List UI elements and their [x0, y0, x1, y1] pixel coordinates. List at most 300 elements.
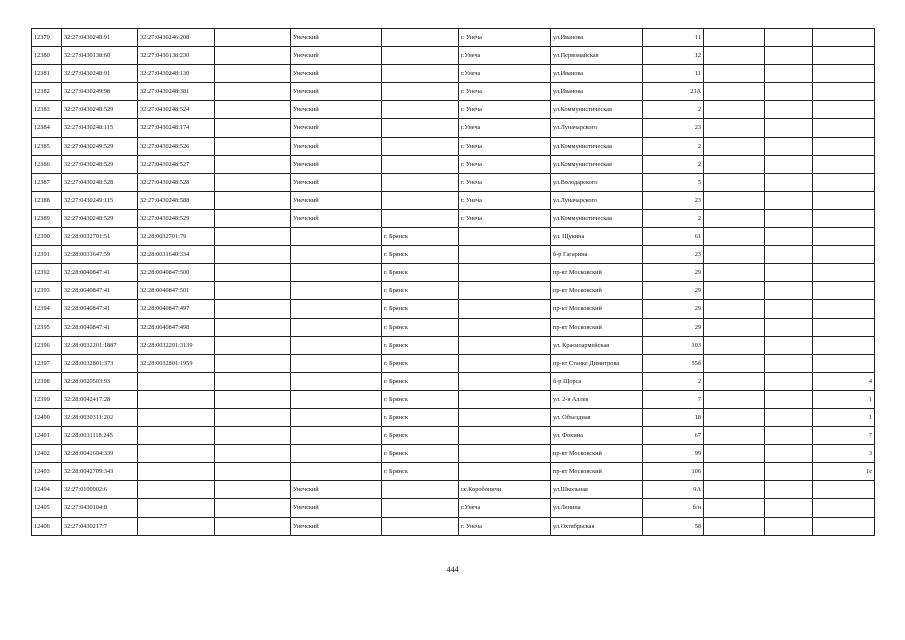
table-cell: [215, 29, 291, 47]
table-cell: [704, 318, 765, 336]
table-cell: [138, 463, 215, 481]
table-cell: ул. 2-я Аллея: [551, 390, 643, 408]
table-cell: 32:27:0100902:6: [62, 481, 138, 499]
table-cell: 1: [813, 408, 875, 426]
table-cell: [291, 282, 382, 300]
table-row: [32, 83, 875, 101]
table-cell: [382, 47, 459, 65]
table-cell: [704, 101, 765, 119]
table-cell: 12388: [32, 191, 62, 209]
table-cell: [215, 354, 291, 372]
table-cell: [459, 246, 551, 264]
table-cell: [459, 408, 551, 426]
table-cell: 32:28:0040847:41: [62, 300, 138, 318]
table-cell: [813, 336, 875, 354]
table-cell: [291, 264, 382, 282]
table-cell: г. Брянск: [382, 300, 459, 318]
table-cell: 32:27:0430249:529: [62, 137, 138, 155]
table-cell: [704, 228, 765, 246]
table-cell: Унечский: [291, 119, 382, 137]
table-cell: [704, 191, 765, 209]
table-cell: 32:28:0040847:41: [62, 282, 138, 300]
table-cell: г. Брянск: [382, 463, 459, 481]
table-cell: [291, 463, 382, 481]
table-cell: 12380: [32, 47, 62, 65]
table-cell: 32:28:0040847:41: [62, 264, 138, 282]
table-cell: ул.Первомайская: [551, 47, 643, 65]
table-cell: 12382: [32, 83, 62, 101]
table-cell: [382, 101, 459, 119]
table-cell: [215, 101, 291, 119]
table-cell: [215, 390, 291, 408]
table-cell: 2: [643, 372, 704, 390]
table-cell: [291, 372, 382, 390]
table-cell: [765, 101, 813, 119]
table-cell: г. Брянск: [382, 354, 459, 372]
table-cell: 32:27:0430249:115: [62, 191, 138, 209]
table-cell: [215, 246, 291, 264]
table-cell: 32:27:0430248:528: [138, 173, 215, 191]
table-cell: 12401: [32, 427, 62, 445]
table-cell: [765, 445, 813, 463]
table-cell: [138, 445, 215, 463]
table-cell: 32:27:0430248:174: [138, 119, 215, 137]
table-cell: 12394: [32, 300, 62, 318]
table-cell: [704, 481, 765, 499]
table-cell: 32:28:0031647:59: [62, 246, 138, 264]
table-cell: г.Унеча: [459, 499, 551, 517]
table-row: [32, 372, 875, 390]
table-cell: 32:27:0430248:91: [62, 65, 138, 83]
table-cell: [215, 336, 291, 354]
table-cell: 32:27:0430248:588: [138, 191, 215, 209]
table-row: [32, 65, 875, 83]
table-cell: 2: [643, 155, 704, 173]
table-cell: [215, 408, 291, 426]
table-row: [32, 481, 875, 499]
table-cell: г.Унеча: [459, 47, 551, 65]
table-cell: 12391: [32, 246, 62, 264]
table-cell: б/н: [643, 499, 704, 517]
table-cell: пр-кт Станке Димитрова: [551, 354, 643, 372]
table-cell: [813, 173, 875, 191]
table-row: [32, 445, 875, 463]
table-cell: 12403: [32, 463, 62, 481]
table-cell: Унечский: [291, 83, 382, 101]
table-cell: [459, 300, 551, 318]
table-cell: 32:27:0430138:230: [138, 47, 215, 65]
table-cell: [382, 209, 459, 227]
table-cell: [215, 264, 291, 282]
table-cell: 32:27:0430249:98: [62, 83, 138, 101]
table-cell: [813, 29, 875, 47]
table-cell: [765, 209, 813, 227]
register-table: [31, 28, 875, 536]
table-cell: 32:28:0031118:245: [62, 427, 138, 445]
table-cell: ул.Коммунистическая: [551, 137, 643, 155]
table-cell: [291, 300, 382, 318]
table-cell: 32:28:0040847:41: [62, 318, 138, 336]
table-cell: Унечский: [291, 155, 382, 173]
table-row: [32, 282, 875, 300]
table-cell: Унечский: [291, 47, 382, 65]
table-cell: [765, 246, 813, 264]
table-cell: [459, 336, 551, 354]
table-cell: Унечский: [291, 29, 382, 47]
table-cell: 32:27:0430248:529: [62, 155, 138, 173]
table-cell: 12389: [32, 209, 62, 227]
table-row: [32, 137, 875, 155]
table-cell: 1: [813, 390, 875, 408]
table-cell: [704, 264, 765, 282]
table-cell: [765, 318, 813, 336]
table-cell: пр-кт Московский: [551, 318, 643, 336]
table-cell: 5: [643, 173, 704, 191]
table-cell: [382, 155, 459, 173]
table-cell: [215, 191, 291, 209]
table-cell: [215, 372, 291, 390]
table-cell: [215, 318, 291, 336]
table-cell: пр-кт Московский: [551, 445, 643, 463]
table-cell: 32:27:0430248:524: [138, 101, 215, 119]
table-cell: [215, 83, 291, 101]
table-cell: [765, 408, 813, 426]
table-cell: 12402: [32, 445, 62, 463]
table-cell: 23: [643, 246, 704, 264]
table-cell: б-р Щорса: [551, 372, 643, 390]
table-cell: 23: [643, 191, 704, 209]
table-cell: Унечский: [291, 173, 382, 191]
table-cell: 2: [643, 137, 704, 155]
table-cell: [765, 191, 813, 209]
table-cell: Унечский: [291, 101, 382, 119]
table-row: [32, 354, 875, 372]
table-cell: [382, 191, 459, 209]
table-cell: [704, 336, 765, 354]
table-cell: 1с: [813, 463, 875, 481]
table-cell: [813, 47, 875, 65]
table-row: [32, 47, 875, 65]
table-cell: Унечский: [291, 499, 382, 517]
table-cell: 12404: [32, 481, 62, 499]
table-row: [32, 390, 875, 408]
table-cell: 12396: [32, 336, 62, 354]
table-cell: [765, 463, 813, 481]
table-cell: [459, 463, 551, 481]
table-cell: [765, 336, 813, 354]
table-cell: 12405: [32, 499, 62, 517]
table-cell: 32:27:0430248:529: [62, 209, 138, 227]
table-cell: ул.Луначарского: [551, 119, 643, 137]
table-cell: [813, 137, 875, 155]
table-cell: ул.Октябрьская: [551, 517, 643, 535]
table-cell: [215, 445, 291, 463]
table-cell: ул. Красноармейская: [551, 336, 643, 354]
table-cell: [382, 499, 459, 517]
table-cell: [215, 463, 291, 481]
table-cell: [704, 445, 765, 463]
table-cell: [138, 427, 215, 445]
table-cell: [813, 228, 875, 246]
table-cell: 12400: [32, 408, 62, 426]
table-cell: [765, 264, 813, 282]
table-row: [32, 101, 875, 119]
table-cell: [459, 228, 551, 246]
table-cell: [765, 173, 813, 191]
table-cell: 12387: [32, 173, 62, 191]
table-cell: 32:28:0030311:202: [62, 408, 138, 426]
table-cell: [813, 155, 875, 173]
table-cell: [291, 354, 382, 372]
table-cell: г. Унеча: [459, 137, 551, 155]
table-cell: г. Брянск: [382, 408, 459, 426]
table-cell: 11: [643, 65, 704, 83]
table-cell: [765, 427, 813, 445]
table-cell: ул.Ленина: [551, 499, 643, 517]
table-cell: [382, 517, 459, 535]
table-cell: г. Брянск: [382, 390, 459, 408]
table-cell: 32:27:0430248:526: [138, 137, 215, 155]
table-cell: 58: [643, 517, 704, 535]
table-cell: [704, 47, 765, 65]
table-cell: [765, 372, 813, 390]
table-row: [32, 246, 875, 264]
table-cell: [765, 65, 813, 83]
table-cell: [813, 499, 875, 517]
table-cell: 32:28:0031640:334: [138, 246, 215, 264]
table-cell: 12395: [32, 318, 62, 336]
table-cell: [291, 228, 382, 246]
table-cell: Унечский: [291, 65, 382, 83]
table-cell: 32:28:0040847:498: [138, 318, 215, 336]
table-cell: 67: [643, 427, 704, 445]
table-cell: [704, 246, 765, 264]
table-cell: 32:28:0040847:501: [138, 282, 215, 300]
table-cell: [382, 137, 459, 155]
table-cell: 12386: [32, 155, 62, 173]
table-cell: 12392: [32, 264, 62, 282]
table-cell: [704, 119, 765, 137]
table-cell: [704, 155, 765, 173]
table-cell: [459, 318, 551, 336]
table-cell: [215, 228, 291, 246]
table-cell: [704, 463, 765, 481]
table-cell: [704, 517, 765, 535]
table-cell: 103: [643, 336, 704, 354]
table-cell: 32:27:0430248:527: [138, 155, 215, 173]
table-cell: г. Брянск: [382, 372, 459, 390]
table-cell: [765, 29, 813, 47]
table-cell: 12390: [32, 228, 62, 246]
table-cell: [813, 264, 875, 282]
table-cell: 32:27:0430248:528: [62, 173, 138, 191]
table-cell: пр-кт Московский: [551, 300, 643, 318]
table-cell: 9А: [643, 481, 704, 499]
table-cell: г. Унеча: [459, 29, 551, 47]
table-cell: [215, 137, 291, 155]
table-cell: [813, 517, 875, 535]
table-cell: [459, 390, 551, 408]
table-cell: г. Брянск: [382, 427, 459, 445]
table-cell: 23: [643, 119, 704, 137]
table-cell: г. Унеча: [459, 517, 551, 535]
table-cell: г.Унеча: [459, 65, 551, 83]
table-cell: [765, 282, 813, 300]
table-cell: ул.Луначарского: [551, 191, 643, 209]
table-cell: [813, 246, 875, 264]
table-cell: 12385: [32, 137, 62, 155]
table-cell: ул. Фокина: [551, 427, 643, 445]
table-cell: [215, 300, 291, 318]
table-cell: [813, 119, 875, 137]
table-cell: [138, 481, 215, 499]
table-row: [32, 119, 875, 137]
table-cell: 29: [643, 264, 704, 282]
table-cell: [813, 318, 875, 336]
table-cell: 2: [643, 209, 704, 227]
table-cell: [765, 517, 813, 535]
table-cell: 7: [813, 427, 875, 445]
table-row: [32, 209, 875, 227]
table-cell: 32:28:0032701:79: [138, 228, 215, 246]
table-cell: [704, 408, 765, 426]
table-cell: г. Брянск: [382, 264, 459, 282]
table-row: [32, 191, 875, 209]
table-cell: [215, 517, 291, 535]
table-cell: Унечский: [291, 481, 382, 499]
table-cell: ул. Объездная: [551, 408, 643, 426]
table-cell: 32:28:0032201:3139: [138, 336, 215, 354]
table-cell: [765, 47, 813, 65]
table-cell: ул.Коммунистическая: [551, 101, 643, 119]
table-cell: [382, 65, 459, 83]
table-row: [32, 336, 875, 354]
table-cell: [765, 300, 813, 318]
table-cell: [459, 354, 551, 372]
table-cell: сс.Коробоничи: [459, 481, 551, 499]
table-cell: 12393: [32, 282, 62, 300]
table-cell: Унечский: [291, 137, 382, 155]
table-cell: 12383: [32, 101, 62, 119]
table-cell: 29: [643, 300, 704, 318]
table-cell: 32:28:0032801:373: [62, 354, 138, 372]
table-cell: 32:28:0032701:51: [62, 228, 138, 246]
table-cell: 12381: [32, 65, 62, 83]
table-cell: [765, 354, 813, 372]
table-row: [32, 517, 875, 535]
table-cell: 32:27:0430246:208: [138, 29, 215, 47]
table-cell: г. Унеча: [459, 101, 551, 119]
table-cell: [704, 354, 765, 372]
table-row: [32, 29, 875, 47]
table-cell: [704, 83, 765, 101]
table-cell: 29: [643, 318, 704, 336]
table-cell: [382, 173, 459, 191]
table-cell: г. Брянск: [382, 336, 459, 354]
table-cell: 32:27:0430248:115: [62, 119, 138, 137]
table-cell: [291, 390, 382, 408]
table-cell: г. Брянск: [382, 228, 459, 246]
table-cell: [459, 372, 551, 390]
table-cell: г. Унеча: [459, 191, 551, 209]
table-cell: [138, 517, 215, 535]
table-cell: [704, 390, 765, 408]
table-cell: [215, 209, 291, 227]
table-cell: [765, 155, 813, 173]
table-cell: 23А: [643, 83, 704, 101]
table-cell: г.Унеча: [459, 119, 551, 137]
table-cell: 32:27:0430248:381: [138, 83, 215, 101]
table-cell: г. Унеча: [459, 155, 551, 173]
table-cell: [215, 65, 291, 83]
table-cell: Унечский: [291, 517, 382, 535]
table-cell: 32:27:0430248:91: [62, 29, 138, 47]
table-cell: 99: [643, 445, 704, 463]
table-cell: 11: [643, 29, 704, 47]
table-cell: 3: [813, 445, 875, 463]
table-cell: 32:27:0430217:7: [62, 517, 138, 535]
table-cell: 4: [813, 372, 875, 390]
table-row: [32, 173, 875, 191]
table-cell: [813, 191, 875, 209]
table-cell: [459, 264, 551, 282]
table-cell: г. Брянск: [382, 318, 459, 336]
table-cell: [813, 300, 875, 318]
table-cell: [765, 228, 813, 246]
table-cell: [704, 209, 765, 227]
table-cell: 18: [643, 408, 704, 426]
table-cell: г. Унеча: [459, 209, 551, 227]
table-cell: [291, 408, 382, 426]
table-cell: г. Брянск: [382, 246, 459, 264]
table-cell: [138, 390, 215, 408]
table-cell: [704, 65, 765, 83]
table-cell: [215, 173, 291, 191]
table-cell: [813, 65, 875, 83]
table-cell: 12384: [32, 119, 62, 137]
table-cell: г. Брянск: [382, 282, 459, 300]
table-cell: 32:28:0032801:1959: [138, 354, 215, 372]
table-cell: пр-кт Московский: [551, 282, 643, 300]
table-cell: [704, 29, 765, 47]
table-cell: [813, 354, 875, 372]
table-cell: 32:28:0041604:339: [62, 445, 138, 463]
table-row: [32, 155, 875, 173]
table-cell: [215, 155, 291, 173]
table-cell: ул.Школьная: [551, 481, 643, 499]
table-cell: [382, 119, 459, 137]
table-cell: 32:28:0040847:497: [138, 300, 215, 318]
table-cell: [813, 209, 875, 227]
table-cell: [291, 427, 382, 445]
table-cell: 29: [643, 282, 704, 300]
table-cell: 32:27:0430248:130: [138, 65, 215, 83]
table-cell: [215, 119, 291, 137]
table-cell: [704, 499, 765, 517]
table-row: [32, 228, 875, 246]
table-cell: 32:27:0430138:60: [62, 47, 138, 65]
table-cell: [765, 119, 813, 137]
table-cell: 32:28:0020503:93: [62, 372, 138, 390]
table-cell: [813, 282, 875, 300]
table-cell: 55б: [643, 354, 704, 372]
table-cell: 12398: [32, 372, 62, 390]
table-cell: г. Унеча: [459, 173, 551, 191]
table-cell: [215, 481, 291, 499]
table-cell: [813, 101, 875, 119]
table-cell: Унечский: [291, 209, 382, 227]
table-cell: [291, 445, 382, 463]
